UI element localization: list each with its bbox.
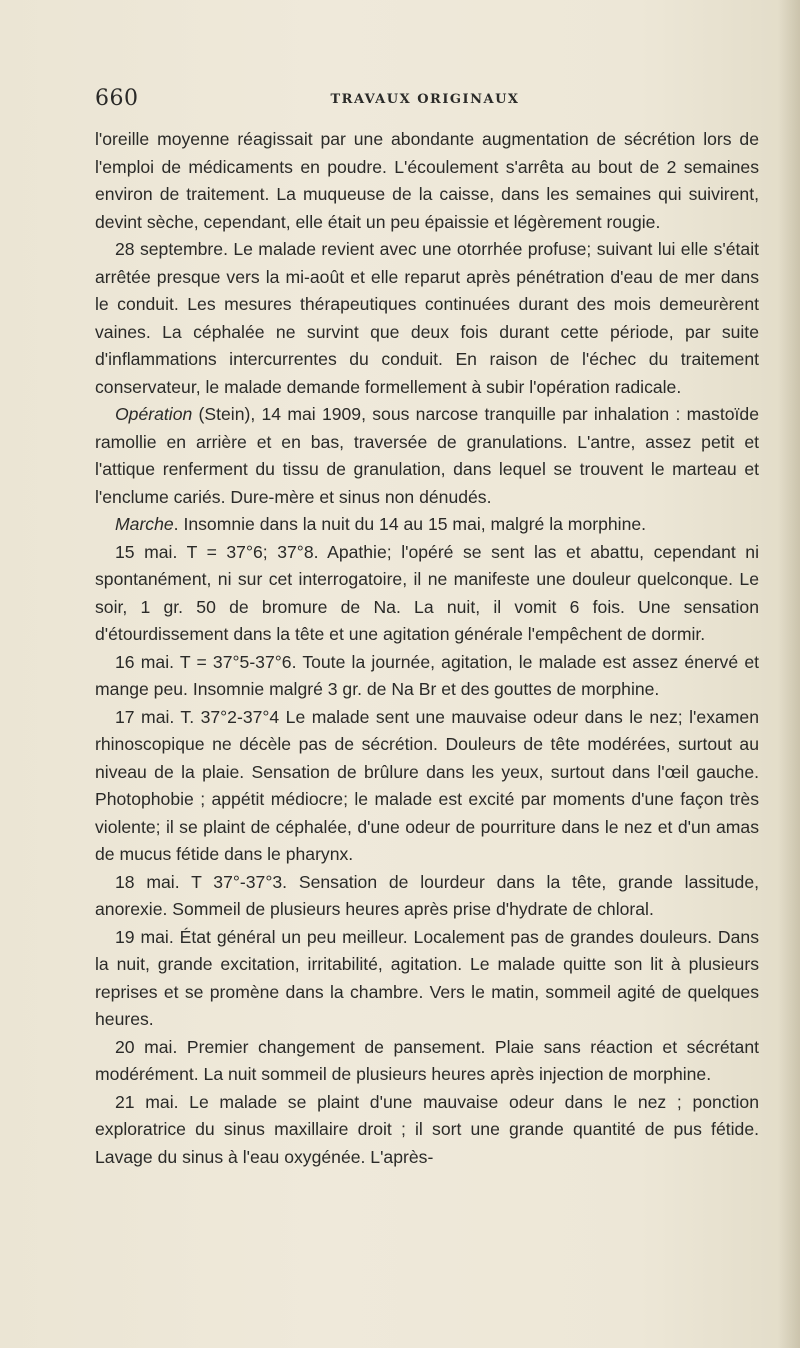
paragraph-text: l'oreille moyenne réagissait par une abondante augmentation de sécrétion lors de l'emploi de médicaments en poudre. L'écoulement s'arrêta au bout de 2 semaines environ de traitement. La muqueuse de la caisse, dans les semaines qui suivirent, devint sèche, cependant, elle était un peu épaissie et légèrement rougie.: [95, 129, 759, 232]
paragraph-text: 28 septembre. Le malade revient avec une otorrhée profuse; suivant lui elle s'était arrêtée presque vers la mi-août et elle reparut après pénétration d'eau de mer dans le conduit. Les mesures thérapeutiques continuées durant des mois demeurèrent vaines. La céphalée ne survint que deux fois durant cette période, par suite d'inflammations intercurrentes du conduit. En raison de l'échec du traitement conservateur, le malade demande formellement à subir l'opération radicale.: [95, 239, 759, 397]
page-edge-shadow: [778, 0, 800, 1348]
paragraph-text: 18 mai. T 37°-37°3. Sensation de lourdeur dans la tête, grande lassitude, anorexie. Sommeil de plusieurs heures après prise d'hydrate de chloral.: [95, 871, 759, 919]
paragraph: [95, 1034, 759, 1089]
running-title: TRAVAUX ORIGINAUX: [330, 92, 520, 107]
paragraph: [95, 924, 759, 1034]
paragraph: [95, 511, 759, 539]
paragraph: [95, 539, 759, 649]
paragraph-text: 17 mai. T. 37°2-37°4 Le malade sent une mauvaise odeur dans le nez; l'examen rhinoscopique ne décèle pas de sécrétion. Douleurs de tête modérées, surtout au niveau de la plaie. Sensation de brûlure dans les yeux, surtout dans l'œil gauche. Photophobie ; appétit médiocre; le malade est excité par moments d'une façon très violente; il se plaint de céphalée, d'une odeur de pourriture dans le nez et d'un amas de mucus fétide dans le pharynx.: [95, 706, 759, 864]
paragraph: [95, 126, 759, 236]
paragraph: [95, 1089, 759, 1172]
paragraph-text: . Insomnie dans la nuit du 14 au 15 mai, malgré la morphine.: [173, 514, 647, 534]
paragraph-label: Marche: [115, 514, 174, 534]
paragraph-text: 15 mai. T = 37°6; 37°8. Apathie; l'opéré se sent las et abattu, cependant ni spontanément, ni sur cet interrogatoire, il ne manifeste une douleur quelconque. Le soir, 1 gr. 50 de bromure de Na. La nuit, il vomit 6 fois. Une sensation d'étourdissement dans la tête et une agitation générale l'empêchent de dormir.: [95, 541, 759, 644]
article-body: [95, 126, 759, 1171]
page-header: [95, 86, 755, 116]
paragraph-text: 19 mai. État général un peu meilleur. Localement pas de grandes douleurs. Dans la nuit, grande excitation, irritabilité, agitation. Le malade quitte son lit à plusieurs reprises et se promène dans la chambre. Vers le matin, sommeil agité de quelques heures.: [95, 926, 759, 1029]
paragraph: [95, 649, 759, 704]
paragraph-text: 16 mai. T = 37°5-37°6. Toute la journée, agitation, le malade est assez énervé et mange peu. Insomnie malgré 3 gr. de Na Br et des gouttes de morphine.: [95, 651, 759, 699]
paragraph-text: 21 mai. Le malade se plaint d'une mauvaise odeur dans le nez ; ponction exploratrice du sinus maxillaire droit ; il sort une grande quantité de pus fétide. Lavage du sinus à l'eau oxygénée. L'après-: [95, 1091, 759, 1167]
paragraph: [95, 401, 759, 511]
paragraph: [95, 236, 759, 401]
paragraph-text: (Stein), 14 mai 1909, sous narcose tranquille par inhalation : mastoïde ramollie en arrière et en bas, traversée de granulations. L'antre, assez petit et l'attique renferment du tissu de granulation, dans lequel se trouvent le marteau et l'enclume cariés. Dure-mère et sinus non dénudés.: [95, 404, 759, 507]
paragraph-label: Opération: [115, 404, 193, 424]
paragraph-text: 20 mai. Premier changement de pansement. Plaie sans réaction et sécrétant modérément. La nuit sommeil de plusieurs heures après injection de morphine.: [95, 1036, 759, 1084]
paragraph: [95, 869, 759, 924]
page-number: 660: [95, 86, 139, 111]
paragraph: [95, 704, 759, 869]
